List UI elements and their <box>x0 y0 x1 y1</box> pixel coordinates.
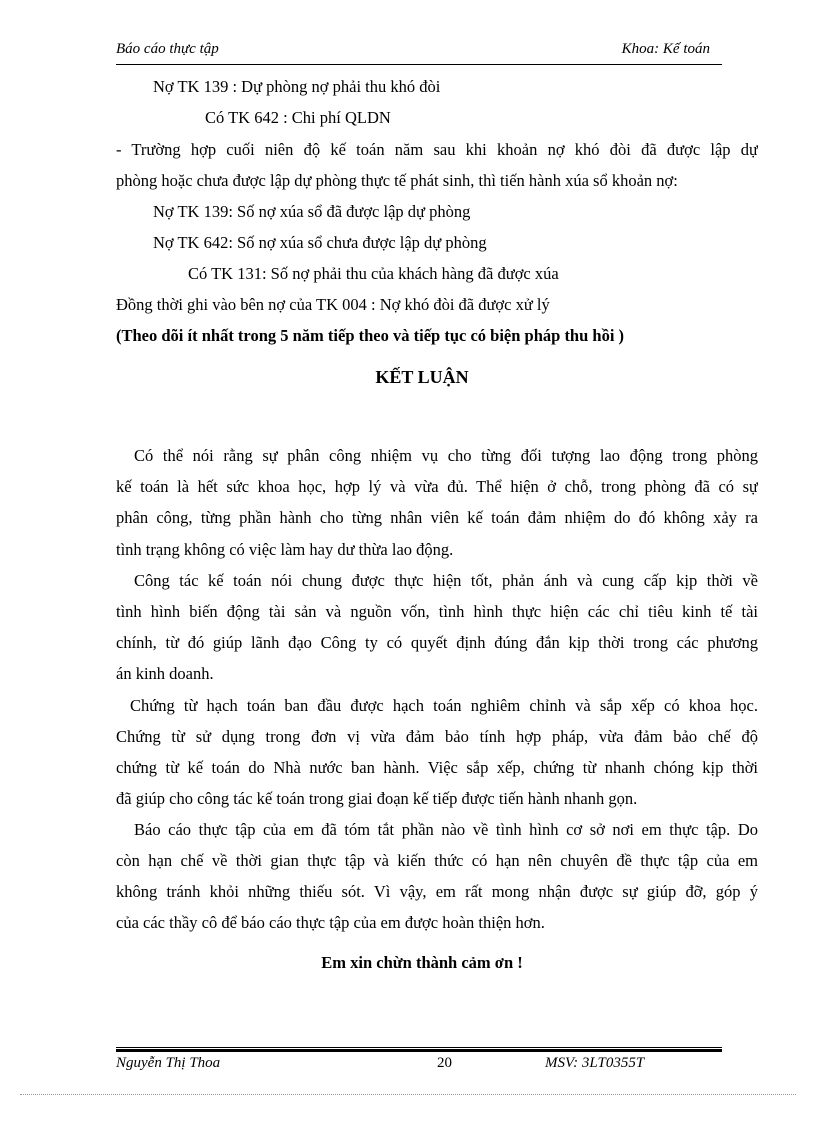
page-bottom-dotted-rule <box>20 1094 796 1095</box>
footer-author: Nguyễn Thị Thoa <box>116 1055 221 1071</box>
footer-divider-thick <box>116 1049 722 1052</box>
paragraph-line: - Trường hợp cuối niên độ kế toán năm sau khi khoản nợ khó đòi đã được lập dự <box>116 140 758 159</box>
entry-debit-642-writeoff: Nợ TK 642: Số nợ xúa sổ chưa được lập dự phòng <box>153 233 487 252</box>
concurrent-record-line: Đồng thời ghi vào bên nợ của TK 004 : Nợ khó đòi đã được xử lý <box>116 295 550 314</box>
header-report-title: Báo cáo thực tập <box>116 41 219 57</box>
paragraph-line: còn hạn chế về thời gian thực tập và kiến thức có hạn nên chuyên đề thực tập của em <box>116 851 758 870</box>
entry-debit-139-writeoff: Nợ TK 139: Số nợ xúa sổ đã được lập dự phòng <box>153 202 471 221</box>
paragraph-line: phân công, từng phần hành cho từng nhân viên kế toán đảm nhiệm do đó không xảy ra <box>116 508 758 527</box>
paragraph-line: phòng hoặc chưa được lập dự phòng thực tế phát sinh, thì tiến hành xúa sổ khoản nợ: <box>116 171 678 190</box>
followup-note: (Theo dõi ít nhất trong 5 năm tiếp theo và tiếp tục có biện pháp thu hồi ) <box>116 326 625 345</box>
page-number: 20 <box>437 1055 452 1071</box>
paragraph-line: của các thầy cô để báo cáo thực tập của em được hoàn thiện hơn. <box>116 913 545 932</box>
paragraph-line: không tránh khỏi những thiếu sót. Vì vậy, em rất mong nhận được sự giúp đỡ, góp ý <box>116 882 758 901</box>
paragraph-line: kế toán là hết sức khoa học, hợp lý và vừa đủ. Thể hiện ở chỗ, trong phòng đã có sự <box>116 477 758 496</box>
entry-debit-139: Nợ TK 139 : Dự phòng nợ phải thu khó đòi <box>153 77 441 96</box>
paragraph-line: Chứng từ sử dụng trong đơn vị vừa đảm bảo tính hợp pháp, vừa đảm bảo chế độ <box>116 727 758 746</box>
student-id: MSV: 3LT0355T <box>545 1055 645 1071</box>
paragraph-line: Báo cáo thực tập của em đã tóm tắt phần nào về tình hình cơ sở nơi em thực tập. Do <box>134 820 758 839</box>
entry-credit-131: Có TK 131: Số nợ phải thu của khách hàng đã được xúa <box>188 264 559 283</box>
paragraph-line: Chứng từ hạch toán ban đầu được hạch toán nghiêm chỉnh và sắp xếp có khoa học. <box>130 696 758 715</box>
paragraph-line: Công tác kế toán nói chung được thực hiện tốt, phản ánh và cung cấp kịp thời về <box>134 571 758 590</box>
conclusion-title: KẾT LUẬN <box>375 367 469 387</box>
header-faculty: Khoa: Kế toán <box>621 41 710 57</box>
paragraph-line: đã giúp cho công tác kế toán trong giai đoạn kế tiếp được tiến hành nhanh gọn. <box>116 789 638 808</box>
closing-thanks: Em xin chừn thành cảm ơn ! <box>321 953 523 972</box>
entry-credit-642: Có TK 642 : Chi phí QLDN <box>205 108 391 127</box>
paragraph-line: tình trạng không có việc làm hay dư thừa lao động. <box>116 540 454 559</box>
paragraph-line: án kinh doanh. <box>116 664 214 683</box>
paragraph-line: tình hình biến động tài sản và nguồn vốn, tình hình thực hiện các chỉ tiêu kinh tế tài <box>116 602 758 621</box>
paragraph-line: Có thể nói rằng sự phân công nhiệm vụ cho từng đối tượng lao động trong phòng <box>134 446 758 465</box>
paragraph-line: chứng từ kế toán do Nhà nước ban hành. Việc sắp xếp, chứng từ nhanh chóng kịp thời <box>116 758 758 777</box>
page-header <box>116 38 722 65</box>
footer-divider <box>116 1047 722 1048</box>
paragraph-line: chính, từ đó giúp lãnh đạo Công ty có quyết định đúng đắn kịp thời trong các phương <box>116 633 758 652</box>
